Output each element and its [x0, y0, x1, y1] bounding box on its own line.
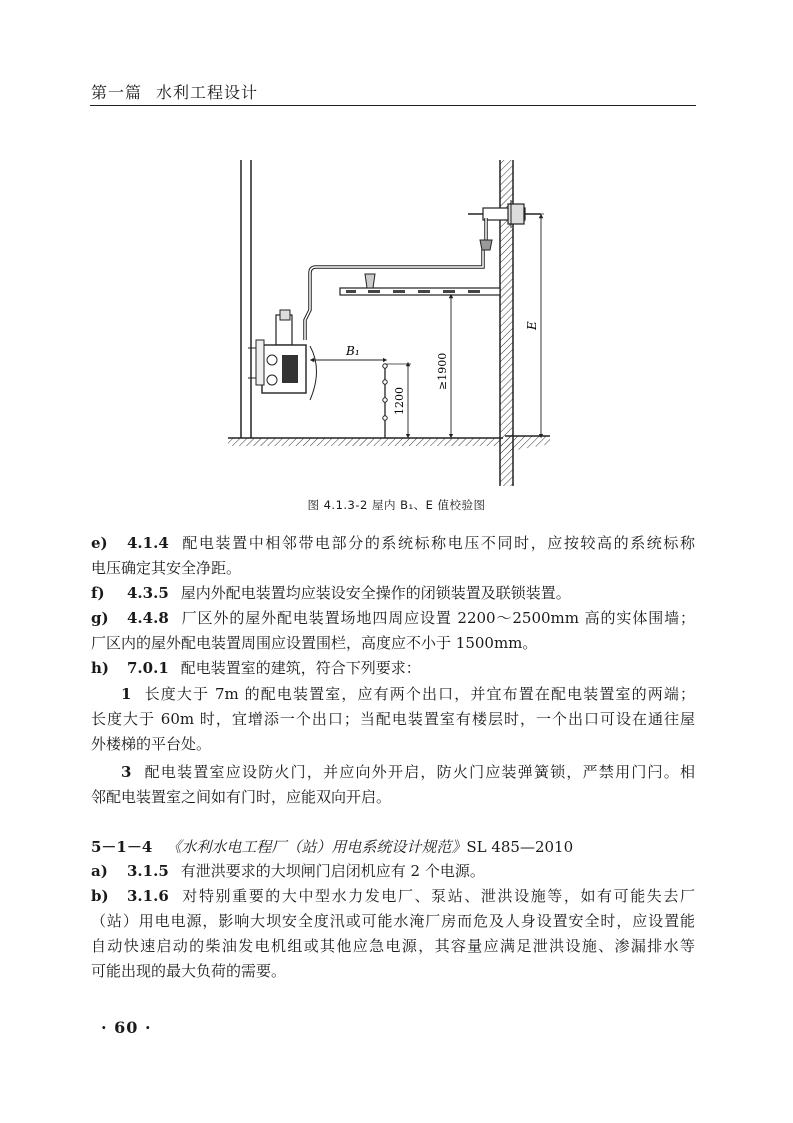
clause-number: 4.4.8	[127, 609, 169, 627]
item-tag: h)	[91, 659, 110, 677]
clause-number: 3.1.5	[127, 862, 169, 880]
item-text: 有泄洪要求的大坝闸门启闭机应有 2 个电源。	[180, 862, 485, 880]
sub-item-1	[91, 682, 695, 757]
item-text: 可能出现的最大负荷的需要。	[91, 962, 287, 980]
support-insulator	[365, 274, 375, 288]
item-text: 对特别重要的大中型水力发电厂、泵站、泄洪设施等，如有可能失去厂	[180, 887, 695, 905]
sub-item-text: 邻配电装置室之间如有门时，应能双向开启。	[91, 788, 392, 806]
item-a	[91, 859, 695, 884]
sub-item-number: 3	[121, 763, 132, 781]
standard-title: 《水利水电工程厂（站）用电系统设计规范》	[166, 838, 467, 856]
item-text: 电压确定其安全净距。	[91, 559, 242, 577]
label-e: E	[525, 321, 539, 330]
item-h	[91, 656, 695, 681]
label-1900: ≥1900	[436, 352, 449, 390]
clause-number: 4.3.5	[127, 584, 169, 602]
clause-number: 4.1.4	[127, 534, 169, 552]
header-title: 水利工程设计	[156, 83, 259, 102]
item-g	[91, 606, 695, 656]
item-tag: b)	[91, 887, 109, 905]
sub-item-3	[91, 760, 695, 810]
insulator	[480, 240, 492, 250]
item-e	[91, 531, 695, 581]
section-number: 5－1－4	[91, 838, 153, 856]
item-b	[91, 884, 695, 984]
item-tag: g)	[91, 609, 109, 627]
item-text: 厂区内的屋外配电装置周围应设置围栏，高度应不小于 1500mm。	[91, 634, 538, 652]
item-text: （站）用电电源，影响大坝安全度汛或可能水淹厂房而危及人身设置安全时，应设置能	[91, 912, 695, 930]
clause-number: 7.0.1	[127, 659, 169, 677]
label-b1: B₁	[346, 344, 360, 358]
sub-item-text: 长度大于 7m 的配电装置室，应有两个出口，并宜布置在配电装置室的两端；	[143, 685, 695, 703]
header-rule	[90, 105, 696, 106]
sub-item-text: 外楼梯的平台处。	[91, 735, 212, 753]
item-f	[91, 581, 695, 606]
item-tag: a)	[91, 862, 108, 880]
header-part: 第一篇	[91, 83, 143, 102]
item-text: 配电装置中相邻带电部分的系统标称电压不同时，应按较高的系统标称	[180, 534, 695, 552]
grating	[340, 274, 500, 295]
page-number: · 60 ·	[101, 1018, 152, 1037]
section-heading	[91, 835, 695, 860]
figure-caption: 图 4.1.3-2 屋内 B₁、E 值校验图	[307, 498, 486, 512]
item-tag: e)	[91, 534, 108, 552]
item-text: 自动快速启动的柴油发电机组或其他应急电源，其容量应满足泄洪设施、渗漏排水等	[91, 937, 695, 955]
clause-number: 3.1.6	[127, 887, 169, 905]
sub-item-text: 配电装置室应设防火门，并应向外开启，防火门应装弹簧锁，严禁用门闩。相	[143, 763, 695, 781]
item-text: 屋内外配电装置均应装设安全操作的闭锁装置及联锁装置。	[180, 584, 571, 602]
item-text: 厂区外的屋外配电装置场地四周应设置 2200～2500mm 高的实体围墙；	[180, 609, 695, 627]
item-text: 配电装置室的建筑，符合下列要求：	[180, 659, 421, 677]
item-tag: f)	[91, 584, 105, 602]
label-1200: 1200	[393, 387, 406, 415]
standard-code: SL 485—2010	[466, 838, 574, 856]
running-header	[91, 80, 258, 103]
fence	[383, 364, 387, 438]
sub-item-text: 长度大于 60m 时，宜增添一个出口；当配电装置室有楼层时，一个出口可设在通往屋	[91, 710, 695, 728]
conductor	[305, 218, 486, 340]
column	[241, 160, 251, 438]
figure-diagram	[228, 160, 554, 486]
sub-item-number: 1	[121, 685, 132, 703]
